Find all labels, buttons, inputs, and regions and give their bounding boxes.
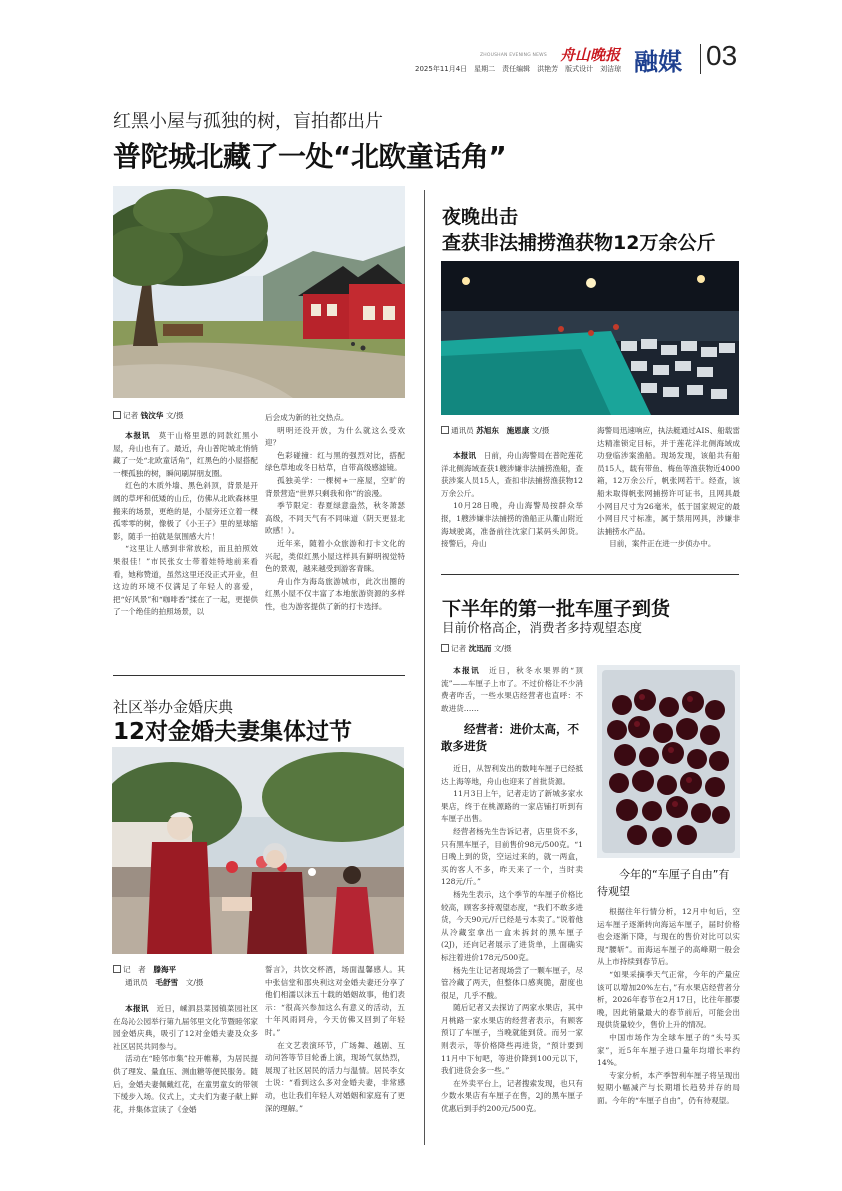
byline-marker-icon — [113, 965, 121, 973]
story3-paragraph: 誓言》，共饮交杯酒，场面温馨感人。其中张信堂和邵央利这对金婚夫妻还分享了他们相濡以沫五十载的婚姻故事，他们表示：“很高兴参加这么有意义的活动，五十年风雨同舟，今天仿佛又回到了年轻时。” — [265, 965, 405, 1037]
lead-label: 本报讯 — [453, 666, 481, 675]
byline-marker-icon — [113, 411, 121, 419]
story4-byline-name: 沈迅而 — [468, 644, 492, 653]
story1-paragraph: 后会成为新的社交热点。 — [265, 413, 349, 422]
story4-paragraph: 11月3日上午，记者走访了新城多家水果店，终于在桃源路的一家店铺打听到有车厘子出售。 — [441, 789, 583, 824]
story3-byline-line2 — [113, 977, 258, 990]
story1-paragraph: 明明还没开放，为什么就这么受欢迎？ — [265, 425, 405, 448]
story4-paragraph — [441, 665, 583, 715]
story1-paragraph: 舟山作为海岛旅游城市，此次出圈的红黑小屋不仅丰富了本地旅游资源的多样性，也为游客提供了新的打卡选择。 — [265, 576, 405, 611]
story4-section-subhead: 经营者：进价太高，不敢多进货 — [441, 722, 579, 753]
story1-paragraph: 孤独美学：一棵树+一座屋，空旷的背景营造“世界只剩我和你”的浪漫。 — [265, 475, 405, 498]
story1-paragraph: 红色的木质外墙、黑色斜顶，背景是开阔的草坪和低矮的山丘，仿佛从北欧森林里搬来的场景，更绝的是，小屋旁还立着一棵孤零零的树，像极了《小王子》里的星球缩影，随手一拍就是氛围感大片！ — [113, 481, 258, 541]
story3-paragraph: 活动在“睦邻市集”拉开帷幕，为居民提供了理发、量血压、测血糖等便民服务。随后，金婚夫妻佩戴红花，在童男童女的带领下缓步入场。仪式上，丈夫们为妻子献上鲜花，并集体宣读了《金婚 — [113, 1054, 258, 1114]
header-divider — [700, 44, 701, 74]
story1-byline-name: 钱汶华 — [140, 411, 164, 420]
story1-paragraph: “这里让人感到非常放松，而且拍照效果很佳！”市民张女士带着娃特地前来看看，她称赞道，虽然这里还没正式开业，但这边的环境不仅满足了年轻人的喜爱，把“好风景”和“咖啡香”揉在了一起，更提供了一个绝佳的拍照场景，以 — [113, 544, 258, 617]
story2-byline-suffix: 文/摄 — [531, 426, 550, 435]
story3-column-1 — [113, 1003, 258, 1116]
story3-paragraph — [113, 1003, 258, 1053]
paragraph-text: 近日，秋冬水果界的“顶流”——车厘子上市了。不过价格让不少消费者咋舌，一些水果店经营者也直呼：不敢进货…… — [441, 666, 584, 713]
section-name: 融媒 — [634, 48, 682, 76]
story2-byline-role: 通讯员 — [451, 426, 474, 435]
story1-paragraph: 近年来，随着小众旅游和打卡文化的兴起，类似红黑小屋这样具有鲜明视觉特色的景观，越来越受到游客青睐。 — [265, 538, 405, 574]
story4-headline: 下半年的第一批车厘子到货 — [442, 598, 671, 620]
story3-byline-suffix: 文/摄 — [185, 977, 204, 987]
story2-paragraph: 10月28日晚，舟山海警局按群众举报，1艘涉嫌非法捕捞的渔船正从衢山附近海域驶离，准备前往沈家门某码头卸货。接警后，舟山 — [441, 501, 583, 549]
lead-label: 本报讯 — [125, 431, 151, 440]
story1-headline: 普陀城北藏了一处“北欧童话角” — [113, 140, 507, 173]
column-divider — [424, 190, 425, 1145]
story2-column-1 — [441, 450, 583, 551]
story4-paragraph: 中国市场作为全球车厘子的“头号买家”，近5年车厘子进口量年均增长率约14%。 — [597, 1032, 740, 1068]
story4-paragraph: 随后记者又去探访了两家水果店，其中月桃路一家水果店的经营者表示，有顾客预订了车厘子，当晚就能到货。而另一家则表示，等价格降些再进货，“预计要到11月中下旬吧，等进价降到100元以下，我们进货会多一些。” — [441, 1003, 583, 1076]
byline-marker-icon — [441, 426, 449, 434]
paragraph-text: 莫干山格里恩的同款红黑小屋，舟山也有了。最近，舟山普陀城北悄悄藏了一处“北欧童话角”，红黑色的小屋搭配一棵孤独的树，瞬间刷屏朋友圈。 — [113, 431, 259, 478]
story2-kicker: 夜晚出击 — [442, 206, 519, 228]
paragraph-text: 日前，舟山海警局在普陀莲花洋北侧海域查获1艘涉嫌非法捕捞渔船，查获涉案人员15人，查扣非法捕捞渔获物12万余公斤。 — [441, 451, 583, 498]
story4-photo-cherries — [597, 665, 740, 858]
story2-column-2 — [597, 425, 740, 551]
story1-bottom-rule — [113, 675, 405, 676]
story1-column-1 — [113, 430, 258, 619]
story3-byline-role: 记 者 — [123, 965, 146, 974]
story3-byline-role2: 通讯员 — [125, 977, 148, 987]
page-number: 03 — [706, 40, 738, 71]
paragraph-text: 近日，嵊泗县菜园镇菜园社区在岛沁公园举行第九届邻里文化节暨睦邻家园金婚庆典，吸引了12对金婚夫妻及众多社区居民共同参与。 — [113, 1004, 258, 1051]
story1-kicker: 红黑小屋与孤独的树，盲拍都出片 — [113, 111, 383, 132]
story4-paragraph: 杨先生表示，这个季节的车厘子价格比较高，顾客多持观望态度，“我们不敢多进货，今天90元/斤已经是亏本卖了。”说着他从冷藏室拿出一盒未拆封的黑车厘子(2J)，还向记者展示了进货单，上面确实标注着进价178元/500克。 — [441, 889, 583, 962]
story4-paragraph: “如果采摘季天气正常，今年的产量应该可以增加20%左右，”有水果店经营者分析，2026年春节在2月17日，比往年都要晚，因此销量最大的春节前后，可能会出现供货量较少，售价上升的情况。 — [597, 969, 740, 1030]
story3-photo-golden-wedding — [112, 747, 404, 954]
story1-byline-role: 记者 — [123, 411, 139, 420]
story4-byline-role: 记者 — [451, 644, 467, 653]
story2-byline-name: 苏旭东 施恩康 — [476, 426, 530, 435]
story3-paragraph: 在文艺表演环节，广场舞、越剧、互动问答等节目轮番上演，现场气氛热烈，展现了社区居民的活力与温情。居民李女士说：“看到这么多对金婚夫妻，非常感动，也让我们年轻人对婚姻和家庭有了更深的理解。” — [265, 1040, 405, 1113]
story4-subhead: 目前价格高企，消费者多持观望态度 — [442, 620, 643, 635]
header-date-line: 2025年11月4日 星期二 责任编辑 洪艳芳 版式设计 刘洁琼 — [415, 65, 622, 73]
lead-label: 本报讯 — [453, 451, 477, 460]
story4-paragraph: 在外卖平台上，记者搜索发现，也只有少数水果店有车厘子在售，2J的黑车厘子优惠后到手约200元/500克。 — [441, 1078, 583, 1114]
byline-marker-icon — [441, 644, 449, 652]
story1-paragraph — [113, 430, 258, 480]
story4-column-1 — [441, 763, 583, 1116]
lead-label: 本报讯 — [125, 1004, 149, 1013]
story2-paragraph — [441, 450, 583, 500]
story1-column-2 — [265, 412, 405, 614]
story4-paragraph: 经营者杨先生告诉记者，店里货不多，只有黑车厘子，目前售价98元/500克。“1日晚上到的货，空运过来的，就一两盒，买的客人不多，昨天来了一个，当时卖128元/斤。” — [441, 826, 583, 887]
story1-paragraph: 色彩碰撞：红与黑的强烈对比，搭配绿色草地或冬日枯草，自带高级感滤镜。 — [265, 450, 405, 473]
story4-paragraph: 根据往年行情分析，12月中旬后，空运车厘子逐渐转向海运车厘子，届时价格也会逐渐下降，与现在的售价对比可以实现“腰斩”。而海运车厘子的高峰期一般会从上市持续到春节后。 — [597, 907, 740, 967]
story1-photo-red-house — [113, 186, 405, 398]
story3-byline-line1 — [113, 964, 258, 977]
story3-headline: 12对金婚夫妻集体过节 — [113, 719, 353, 745]
story1-byline-suffix: 文/摄 — [165, 411, 184, 420]
story2-paragraph: 海警局迅速响应，执法艇通过AIS、船载雷达精准锁定目标，并于莲花洋北侧海域成功登临涉案渔船。现场发现，该船共有船员15人，载有带鱼、梅鱼等渔获物近4000箱，12万余公斤，帆张网若干。经查，该船未取得帆张网捕捞许可证书，且网具最小网目尺寸为26毫米，低于国家规定的最小网目尺寸标准，属于禁用网具，涉嫌非法捕捞水产品。 — [597, 426, 740, 536]
story4-byline-suffix: 文/摄 — [493, 644, 512, 653]
story3-byline-name: 滕海平 — [153, 965, 177, 974]
story4-paragraph: 近日，从智利发出的数吨车厘子已经抵达上海等地，舟山也迎来了首批货源。 — [441, 764, 583, 786]
story4-paragraph: 杨先生让记者现场尝了一颗车厘子，尽管冷藏了两天，但整体口感爽脆，甜度也很足，几乎不酸。 — [441, 965, 583, 1000]
story4-column-2 — [597, 906, 740, 1108]
story4-caption-title: 今年的“车厘子自由”有待观望 — [597, 868, 730, 898]
story2-photo-fishing-boat — [441, 261, 739, 415]
story4-byline — [441, 643, 741, 656]
brand-small-text: ZHOUSHAN EVENING NEWS — [480, 53, 547, 58]
story3-byline — [113, 964, 258, 989]
story4-paragraph: 专家分析，本产季智利车厘子将呈现出短期小幅减产与长期增长趋势并存的局面。今年的“车厘子自由”，仍有待观望。 — [597, 1070, 740, 1105]
story2-bottom-rule — [441, 574, 739, 575]
brand-logo: 舟山晚报 — [560, 46, 621, 64]
story4-intro — [441, 665, 583, 715]
story2-paragraph: 目前，案件正在进一步侦办中。 — [609, 539, 716, 549]
story1-paragraph: 季节限定：春夏绿意盎然，秋冬萧瑟高级，不同天气有不同味道（阴天更显北欧感！）。 — [265, 501, 405, 536]
story3-column-2 — [265, 964, 405, 1115]
story2-headline: 查获非法捕捞渔获物12万余公斤 — [442, 232, 716, 254]
story3-kicker: 社区举办金婚庆典 — [113, 698, 234, 716]
story1-byline — [113, 410, 258, 423]
story3-byline-name2: 毛舒雪 — [155, 977, 179, 987]
